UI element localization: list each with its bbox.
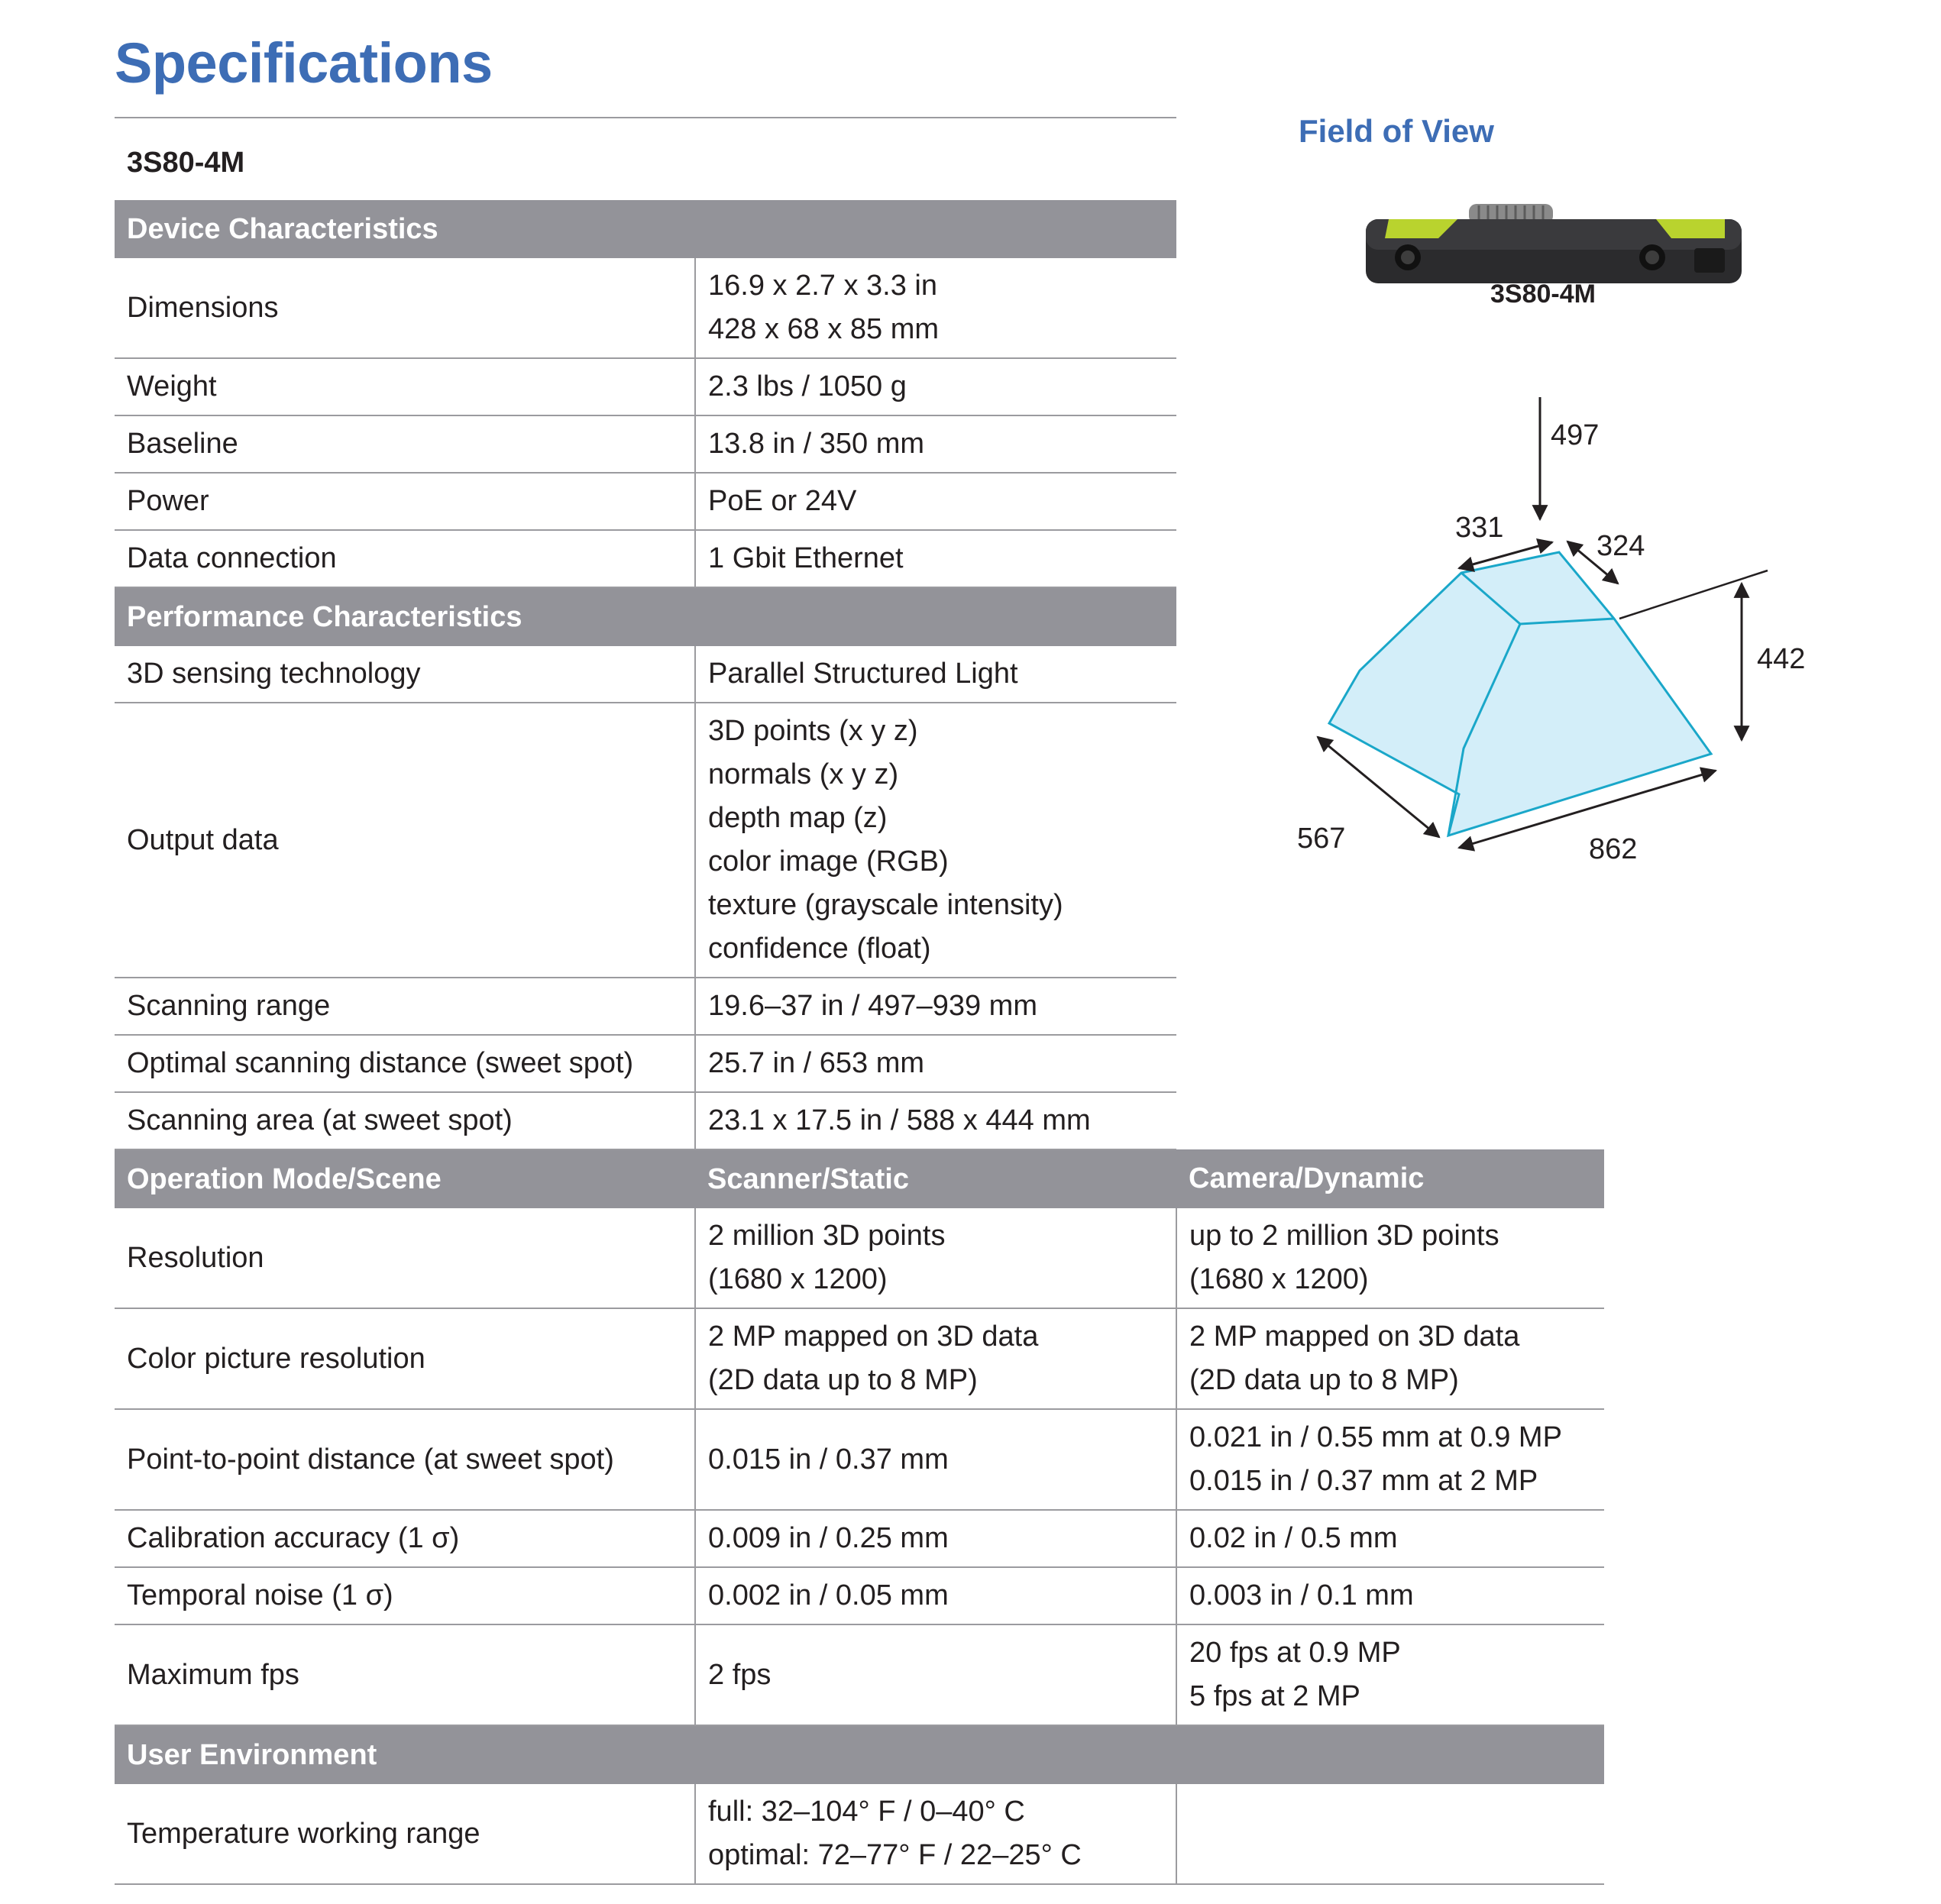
fov-title: Field of View: [1299, 113, 1494, 149]
value-line: 20 fps at 0.9 MP: [1189, 1637, 1401, 1669]
table-row: [115, 1035, 1604, 1092]
spec-label: Weight: [115, 358, 695, 415]
camera-value: [1176, 1208, 1604, 1308]
value-line: (2D data up to 8 MP): [708, 1364, 978, 1396]
camera-value: [1176, 1409, 1604, 1510]
value-line: confidence (float): [708, 933, 931, 965]
value-line: 3D points (x y z): [708, 715, 918, 747]
spec-label: Power: [115, 473, 695, 530]
value-line: 5 fps at 2 MP: [1189, 1680, 1360, 1712]
value-line: 2.3 lbs / 1050 g: [708, 370, 907, 402]
device-caption: 3S80-4M: [1490, 280, 1596, 309]
section-user-environment: [115, 1725, 1604, 1784]
spec-value: [695, 978, 1176, 1035]
model-name: 3S80-4M: [115, 118, 1176, 200]
dim-top-width: 331: [1455, 512, 1504, 544]
value-line: 2 million 3D points: [708, 1220, 946, 1252]
column-header: Operation Mode/Scene: [115, 1149, 695, 1208]
section-title: Performance Characteristics: [115, 587, 1176, 646]
value-line: (1680 x 1200): [1189, 1263, 1369, 1295]
value-line: 0.009 in / 0.25 mm: [708, 1522, 949, 1554]
scanner-value: [695, 1208, 1176, 1308]
spec-label: Point-to-point distance (at sweet spot): [115, 1409, 695, 1510]
spec-value: [695, 258, 1176, 358]
spec-label: Baseline: [115, 415, 695, 473]
value-line: 428 x 68 x 85 mm: [708, 313, 940, 345]
value-line: 25.7 in / 653 mm: [708, 1047, 925, 1079]
value-line: 0.02 in / 0.5 mm: [1189, 1522, 1398, 1554]
spec-value: [695, 1035, 1176, 1092]
value-line: color image (RGB): [708, 845, 949, 878]
section-title: Device Characteristics: [115, 200, 1176, 258]
dim-bottom-depth: 567: [1297, 823, 1346, 855]
value-line: PoE or 24V: [708, 485, 857, 517]
spec-label: Optimal scanning distance (sweet spot): [115, 1035, 695, 1092]
value-line: (2D data up to 8 MP): [1189, 1364, 1459, 1396]
value-line: (1680 x 1200): [708, 1263, 888, 1295]
table-row: [115, 1208, 1604, 1308]
value-line: 2 MP mapped on 3D data: [1189, 1321, 1520, 1353]
spec-label: 3D sensing technology: [115, 646, 695, 703]
camera-value: [1176, 1510, 1604, 1567]
spec-label: Output data: [115, 703, 695, 978]
value-line: full: 32–104° F / 0–40° C: [708, 1796, 1025, 1828]
section-title: User Environment: [115, 1725, 1604, 1784]
value-line: 2 MP mapped on 3D data: [708, 1321, 1039, 1353]
table-row: [115, 1308, 1604, 1409]
value-line: 23.1 x 17.5 in / 588 x 444 mm: [708, 1104, 1091, 1136]
camera-value: [1176, 1624, 1604, 1725]
value-line: 13.8 in / 350 mm: [708, 428, 925, 460]
spec-value: [695, 530, 1176, 587]
spec-value: [695, 1092, 1176, 1149]
value-line: 0.015 in / 0.37 mm at 2 MP: [1189, 1465, 1538, 1497]
column-header: Camera/Dynamic: [1176, 1149, 1604, 1208]
dim-height: 442: [1757, 643, 1806, 675]
value-line: up to 2 million 3D points: [1189, 1220, 1499, 1252]
spec-value: [695, 415, 1176, 473]
value-line: 1 Gbit Ethernet: [708, 542, 904, 574]
spec-label: Data connection: [115, 530, 695, 587]
spec-label: Scanning area (at sweet spot): [115, 1092, 695, 1149]
spec-value: [695, 473, 1176, 530]
spec-label: Temporal noise (1 σ): [115, 1567, 695, 1624]
value-line: 0.003 in / 0.1 mm: [1189, 1579, 1414, 1611]
spec-label: Maximum fps: [115, 1624, 695, 1725]
value-line: 16.9 x 2.7 x 3.3 in: [708, 270, 937, 302]
field-of-view-panel: [1268, 107, 1879, 970]
spec-label: Resolution: [115, 1208, 695, 1308]
value-line: 0.002 in / 0.05 mm: [708, 1579, 949, 1611]
scanner-value: [695, 1567, 1176, 1624]
spec-value: [695, 358, 1176, 415]
value-line: 0.021 in / 0.55 mm at 0.9 MP: [1189, 1421, 1562, 1453]
spec-label: Color picture resolution: [115, 1308, 695, 1409]
spec-label: Calibration accuracy (1 σ): [115, 1510, 695, 1567]
dim-distance: 497: [1551, 419, 1600, 451]
camera-value: [1176, 1784, 1604, 1884]
table-row: [115, 1784, 1604, 1884]
value-line: optimal: 72–77° F / 22–25° C: [708, 1839, 1082, 1871]
operation-header-row: [115, 1149, 1604, 1208]
value-line: 0.015 in / 0.37 mm: [708, 1443, 949, 1476]
value-line: depth map (z): [708, 802, 888, 834]
value-line: 19.6–37 in / 497–939 mm: [708, 990, 1037, 1022]
scanner-value: [695, 1624, 1176, 1725]
spec-label: Scanning range: [115, 978, 695, 1035]
table-row: [115, 1409, 1604, 1510]
dim-top-depth: 324: [1596, 530, 1645, 562]
table-row: [115, 1624, 1604, 1725]
scanner-value: [695, 1409, 1176, 1510]
dim-bottom-width: 862: [1589, 833, 1638, 865]
camera-value: [1176, 1567, 1604, 1624]
scanner-value: [695, 1784, 1176, 1884]
value-line: Parallel Structured Light: [708, 658, 1018, 690]
table-row: [115, 1092, 1604, 1149]
table-row: [115, 1567, 1604, 1624]
spec-value: [695, 703, 1176, 978]
spec-label: Temperature working range: [115, 1784, 695, 1884]
table-row: [115, 1510, 1604, 1567]
spec-label: Dimensions: [115, 258, 695, 358]
table-row: [115, 978, 1604, 1035]
scanner-value: [695, 1510, 1176, 1567]
fov-diagram: [1268, 397, 1879, 970]
value-line: texture (grayscale intensity): [708, 889, 1063, 921]
page-title: Specifications: [115, 31, 493, 95]
spec-value: [695, 646, 1176, 703]
scanner-device-image: [1366, 204, 1742, 286]
value-line: normals (x y z): [708, 758, 899, 790]
camera-value: [1176, 1308, 1604, 1409]
scanner-value: [695, 1308, 1176, 1409]
value-line: 2 fps: [708, 1658, 772, 1691]
column-header: Scanner/Static: [695, 1149, 1176, 1208]
